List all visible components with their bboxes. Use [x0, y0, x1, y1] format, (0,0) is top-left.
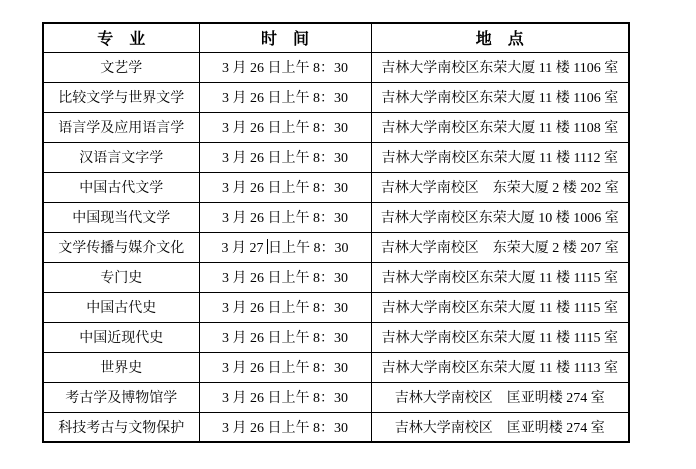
table-row [43, 232, 629, 262]
location-cell[interactable]: 吉林大学南校区东荣大厦 11 楼 1106 室 [371, 52, 629, 82]
exam-schedule-table [42, 22, 630, 443]
column-header-time[interactable]: 时 间 [199, 23, 371, 52]
major-cell[interactable]: 汉语言文字学 [43, 142, 199, 172]
location-cell[interactable]: 吉林大学南校区东荣大厦 11 楼 1115 室 [371, 292, 629, 322]
table-row [43, 382, 629, 412]
time-cell[interactable]: 3 月 26 日上午 8：30 [199, 82, 371, 112]
major-cell[interactable]: 比较文学与世界文学 [43, 82, 199, 112]
major-cell[interactable]: 语言学及应用语言学 [43, 112, 199, 142]
table-row [43, 82, 629, 112]
major-cell[interactable]: 文学传播与媒介文化 [43, 232, 199, 262]
time-cell[interactable]: 3 月 26 日上午 8：30 [199, 142, 371, 172]
table-row [43, 352, 629, 382]
time-cell[interactable]: 3 月 26 日上午 8：30 [199, 412, 371, 442]
table-row [43, 322, 629, 352]
major-cell[interactable]: 文艺学 [43, 52, 199, 82]
major-cell[interactable]: 考古学及博物馆学 [43, 382, 199, 412]
table-row [43, 142, 629, 172]
table-row [43, 112, 629, 142]
major-cell[interactable]: 中国古代史 [43, 292, 199, 322]
location-cell[interactable]: 吉林大学南校区东荣大厦 11 楼 1113 室 [371, 352, 629, 382]
time-cell[interactable]: 3 月 26 日上午 8：30 [199, 172, 371, 202]
location-cell[interactable]: 吉林大学南校区 东荣大厦 2 楼 202 室 [371, 172, 629, 202]
time-cell[interactable]: 3 月 26 日上午 8：30 [199, 112, 371, 142]
time-text-after-caret: 日上午 8：30 [268, 241, 349, 256]
time-cell[interactable]: 3 月 26 日上午 8：30 [199, 322, 371, 352]
location-cell[interactable]: 吉林大学南校区东荣大厦 11 楼 1115 室 [371, 262, 629, 292]
time-cell[interactable]: 3 月 26 日上午 8：30 [199, 292, 371, 322]
time-cell[interactable]: 3 月 26 日上午 8：30 [199, 52, 371, 82]
location-cell[interactable]: 吉林大学南校区东荣大厦 10 楼 1006 室 [371, 202, 629, 232]
time-text-before-caret: 3 月 27 [221, 241, 267, 256]
major-cell[interactable]: 中国近现代史 [43, 322, 199, 352]
table-row [43, 262, 629, 292]
location-cell[interactable]: 吉林大学南校区东荣大厦 11 楼 1115 室 [371, 322, 629, 352]
table-row [43, 52, 629, 82]
location-cell[interactable]: 吉林大学南校区 东荣大厦 2 楼 207 室 [371, 232, 629, 262]
major-cell[interactable]: 中国古代文学 [43, 172, 199, 202]
column-header-major[interactable]: 专 业 [43, 23, 199, 52]
column-header-location[interactable]: 地 点 [371, 23, 629, 52]
location-cell[interactable]: 吉林大学南校区东荣大厦 11 楼 1112 室 [371, 142, 629, 172]
major-cell[interactable]: 世界史 [43, 352, 199, 382]
major-cell[interactable]: 科技考古与文物保护 [43, 412, 199, 442]
major-cell[interactable]: 专门史 [43, 262, 199, 292]
location-cell[interactable]: 吉林大学南校区 匡亚明楼 274 室 [371, 382, 629, 412]
time-cell[interactable] [199, 232, 371, 262]
location-cell[interactable]: 吉林大学南校区东荣大厦 11 楼 1108 室 [371, 112, 629, 142]
location-cell[interactable]: 吉林大学南校区 匡亚明楼 274 室 [371, 412, 629, 442]
table-row [43, 202, 629, 232]
table-row [43, 292, 629, 322]
time-cell[interactable]: 3 月 26 日上午 8：30 [199, 202, 371, 232]
time-cell[interactable]: 3 月 26 日上午 8：30 [199, 262, 371, 292]
time-cell[interactable]: 3 月 26 日上午 8：30 [199, 352, 371, 382]
major-cell[interactable]: 中国现当代文学 [43, 202, 199, 232]
table-header-row [43, 23, 629, 52]
table-row [43, 412, 629, 442]
time-cell[interactable]: 3 月 26 日上午 8：30 [199, 382, 371, 412]
location-cell[interactable]: 吉林大学南校区东荣大厦 11 楼 1106 室 [371, 82, 629, 112]
table-row [43, 172, 629, 202]
